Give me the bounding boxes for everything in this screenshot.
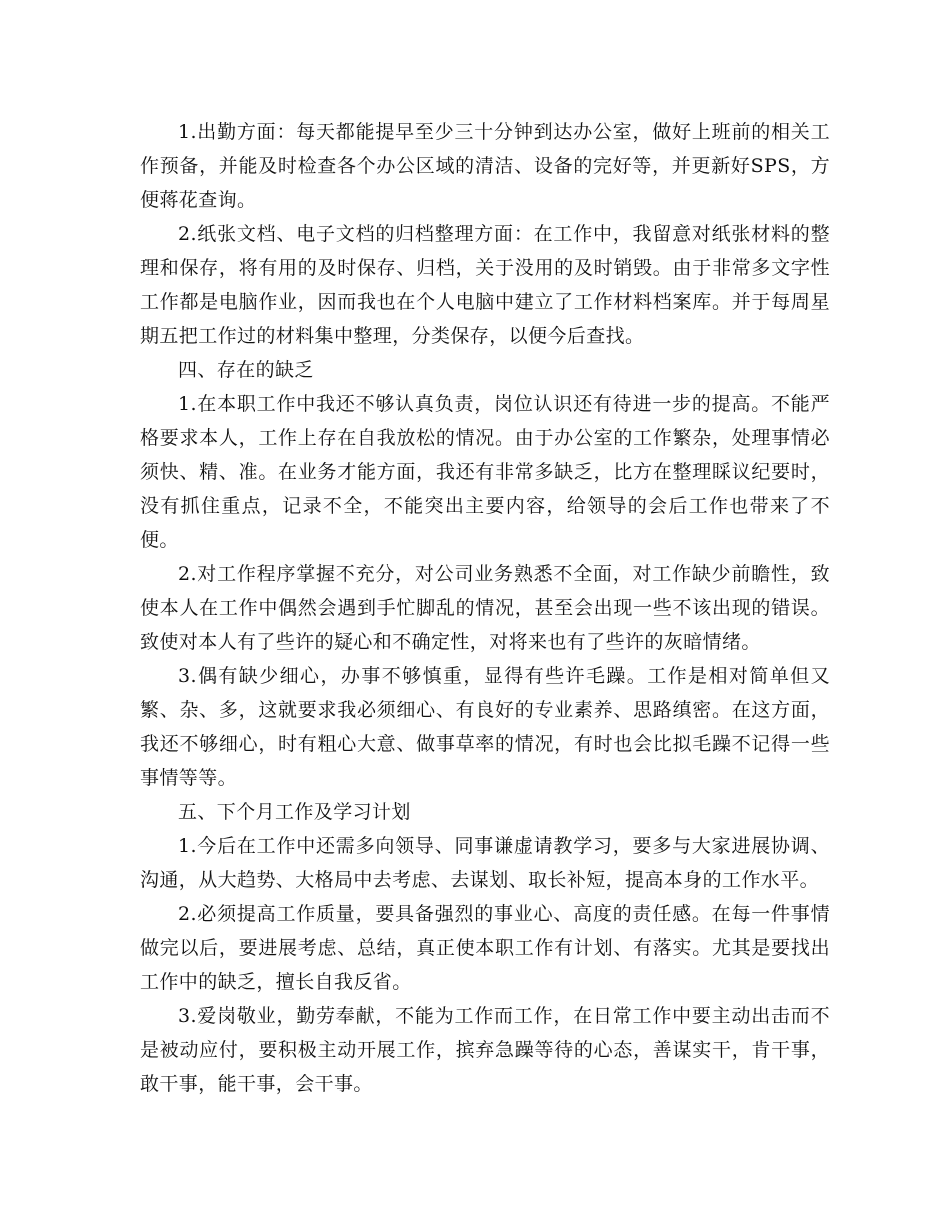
paragraph-attendance: 1.出勤方面：每天都能提早至少三十分钟到达办公室，做好上班前的相关工作预备，并能及时检查各个办公区域的清洁、设备的完好等，并更新好SPS，方便蒋花查询。 xyxy=(140,121,830,211)
paragraph-plan-2: 2.必须提高工作质量，要具备强烈的事业心、高度的责任感。在每一件事情做完以后，要进展考虑、总结，真正使本职工作有计划、有落实。尤其是要找出工作中的缺乏，擅长自我反省。 xyxy=(140,903,830,993)
section-heading-next-month-plan: 五、下个月工作及学习计划 xyxy=(178,801,411,823)
paragraph-plan-3: 3.爱岗敬业，勤劳奉献，不能为工作而工作，在日常工作中要主动出击而不是被动应付，要积极主动开展工作，摈弃急躁等待的心态，善谋实干，肯干事，敢干事，能干事，会干事。 xyxy=(140,1005,830,1095)
section-heading-shortcomings: 四、存在的缺乏 xyxy=(178,359,314,381)
document-body xyxy=(140,115,830,1101)
paragraph-archiving: 2.纸张文档、电子文档的归档整理方面：在工作中，我留意对纸张材料的整理和保存，将有用的及时保存、归档，关于没用的及时销毁。由于非常多文字性工作都是电脑作业，因而我也在个人电脑中建立了工作材料档案库。并于每周星期五把工作过的材料集中整理，分类保存，以便今后查找。 xyxy=(140,223,830,347)
paragraph-shortcoming-3: 3.偶有缺少细心，办事不够慎重，显得有些许毛躁。工作是相对简单但又繁、杂、多，这就要求我必须细心、有良好的专业素养、思路缜密。在这方面，我还不够细心，时有粗心大意、做事草率的情况，有时也会比拟毛躁不记得一些事情等等。 xyxy=(140,665,830,789)
paragraph-shortcoming-1: 1.在本职工作中我还不够认真负责，岗位认识还有待进一步的提高。不能严格要求本人，工作上存在自我放松的情况。由于办公室的工作繁杂，处理事情必须快、精、准。在业务才能方面，我还有非常多缺乏，比方在整理睬议纪要时，没有抓住重点，记录不全，不能突出主要内容，给领导的会后工作也带来了不便。 xyxy=(140,393,830,551)
paragraph-plan-1: 1.今后在工作中还需多向领导、同事谦虚请教学习，要多与大家进展协调、沟通，从大趋势、大格局中去考虑、去谋划、取长补短，提高本身的工作水平。 xyxy=(140,835,830,891)
paragraph-shortcoming-2: 2.对工作程序掌握不充分，对公司业务熟悉不全面，对工作缺少前瞻性，致使本人在工作中偶然会遇到手忙脚乱的情况，甚至会出现一些不该出现的错误。致使对本人有了些许的疑心和不确定性，对将来也有了些许的灰暗情绪。 xyxy=(140,563,830,653)
